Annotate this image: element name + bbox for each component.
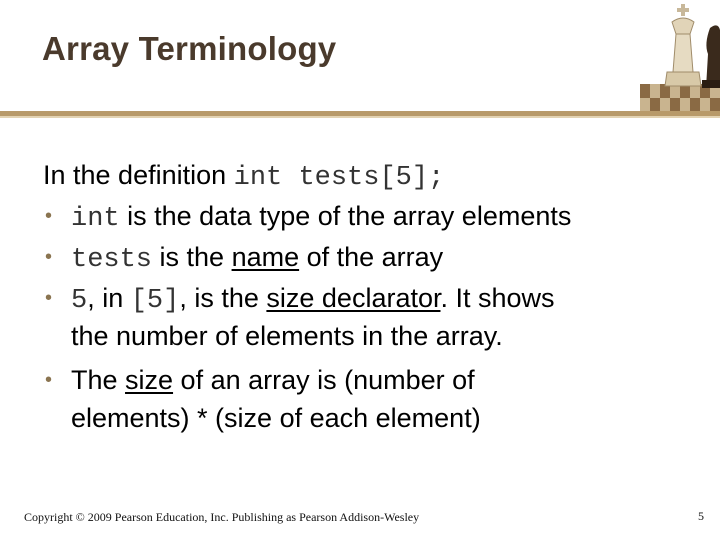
bullet-marker: •: [45, 287, 53, 309]
intro-text: In the definition: [43, 160, 234, 190]
bullet-4-underline: size: [125, 365, 174, 395]
bullet-item-3: [43, 278, 693, 319]
bullet-3-code2: [5]: [130, 286, 180, 316]
copyright-footer: Copyright © 2009 Pearson Education, Inc. Publishing as Pearson Addison-Wesley: [24, 510, 420, 524]
bullet-3-continuation: the number of elements in the array.: [71, 321, 503, 351]
title-rule-highlight: [0, 116, 720, 118]
bullet-item-4: [43, 360, 693, 401]
bullet-2-text-after: of the array: [299, 242, 444, 272]
slide-body: [43, 155, 693, 436]
bullet-3-underline: size declarator: [266, 283, 441, 313]
page-number: 5: [698, 509, 704, 523]
bullet-3-text-b: , is the: [179, 283, 267, 313]
bullet-1-text: is the data type of the array elements: [119, 201, 572, 231]
bullet-marker: •: [45, 205, 53, 227]
bullet-item-1: [43, 196, 693, 237]
bullet-item-2: [43, 237, 693, 278]
slide-title: Array Terminology: [42, 30, 337, 67]
bullet-marker: •: [45, 246, 53, 268]
bullet-4-text-before: The: [71, 365, 126, 395]
bullet-2-text-before: is the: [152, 242, 232, 272]
bullet-1-code: int: [71, 204, 120, 234]
bullet-marker: •: [45, 369, 53, 391]
bullet-3-text-a: , in: [87, 283, 131, 313]
bullet-3-text-c: . It shows: [440, 283, 555, 313]
chess-pieces-icon: [640, 0, 720, 118]
bullet-3-code: 5: [71, 286, 88, 316]
bullet-2-underline: name: [231, 242, 300, 272]
intro-code: int tests[5];: [233, 163, 445, 193]
bullet-2-code: tests: [71, 245, 153, 275]
intro-line: [43, 155, 693, 196]
bullet-4-text-after: of an array is (number of: [173, 365, 475, 395]
bullet-4-continuation: elements) * (size of each element): [71, 403, 481, 433]
